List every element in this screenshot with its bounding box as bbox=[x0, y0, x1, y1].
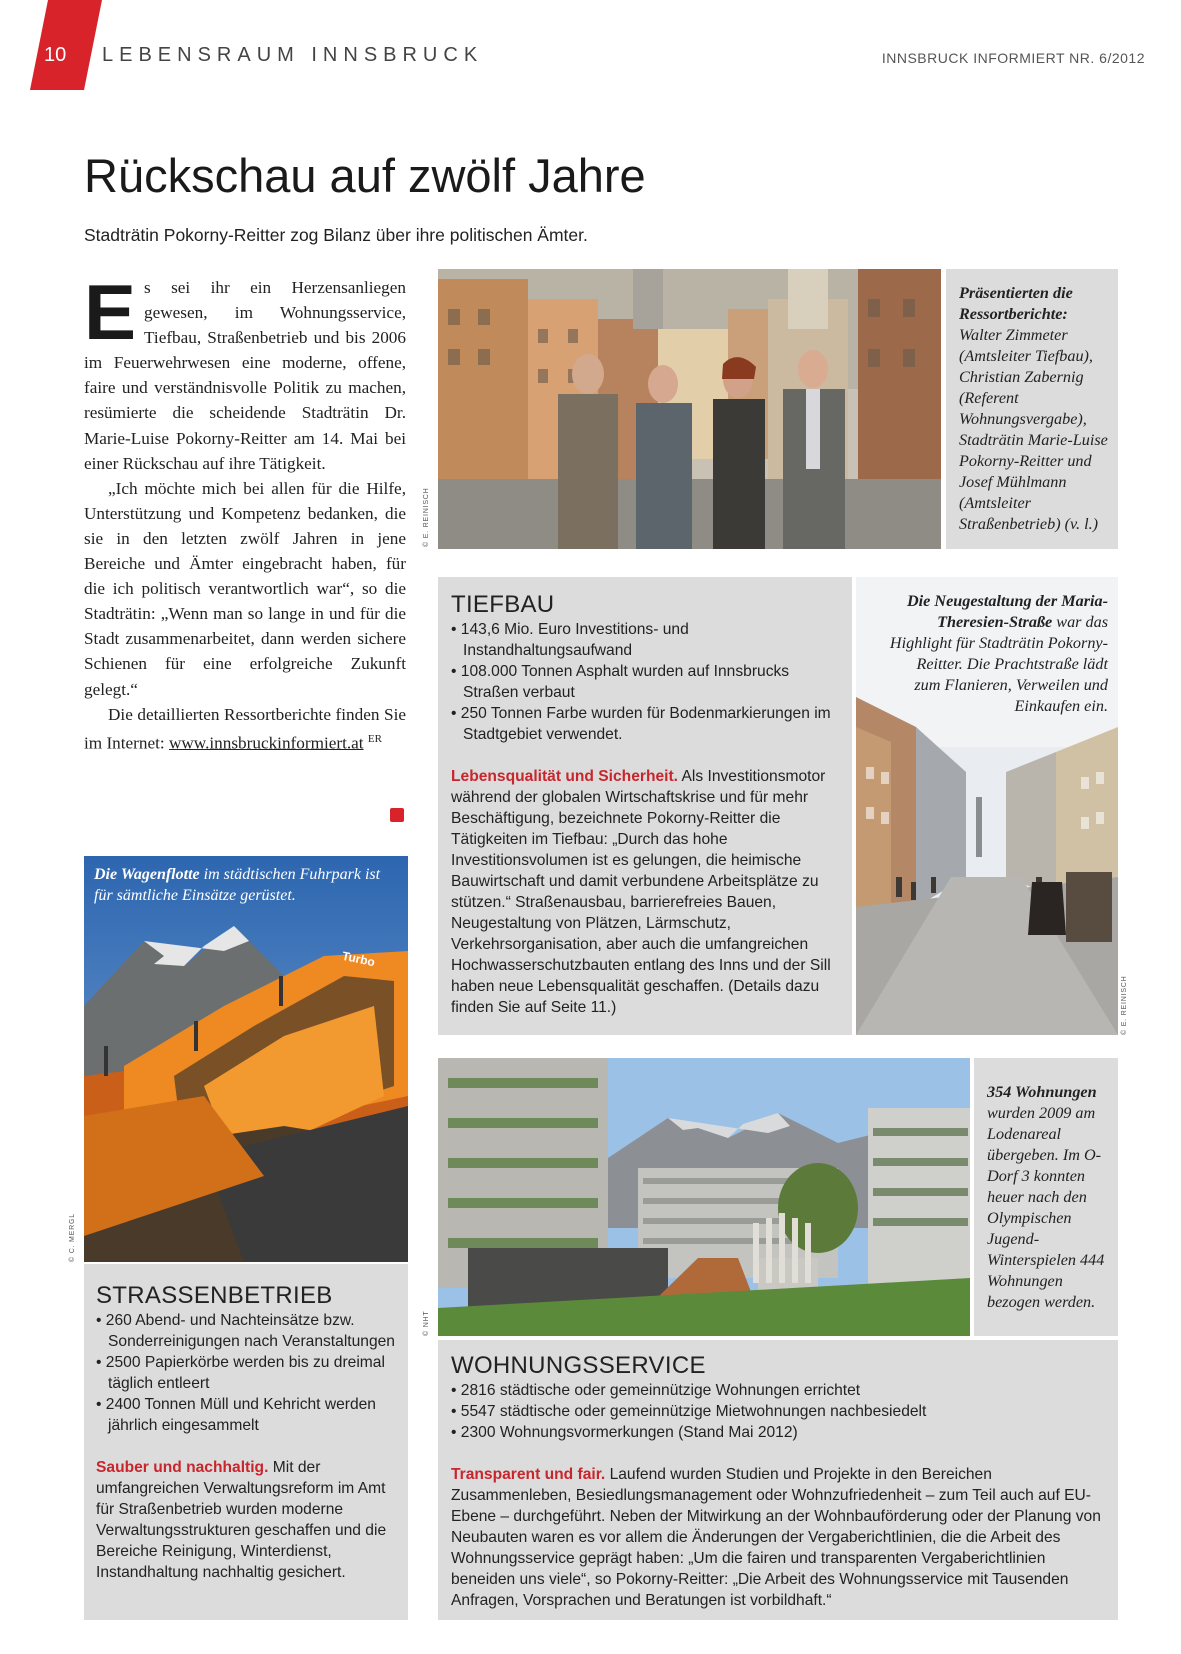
fleet-photo-caption: Die Wagenflotte im städtischen Fuhrpark ist für sämtliche Einsätze gerüstet. bbox=[94, 866, 381, 904]
list-item: • 2500 Papierkörbe werden bis zu dreimal täglich entleert bbox=[96, 1352, 396, 1394]
issue-label: INNSBRUCK INFORMIERT NR. 6/2012 bbox=[881, 50, 1145, 66]
wohnungsservice-bullets bbox=[451, 1380, 1104, 1443]
wohnungsservice-text: Transparent und fair. Laufend wurden Studien und Projekte in den Bereichen Zusammenleben, Besiedlungsmanagement oder Wohnzufriedenheit – zum Teil auch auf EU-Ebene – durchgeführt. Neben der Mitwirkung an der Wohnbauförderung oder der Planung von Neubauten waren es vor allem die Änderungen der Vergaberichtlinien, die die Arbeit des Wohnungsservice geprägt haben: „Um die fairen und transparenten Vergaberichtlinien beneiden uns viele“, so Pokorny-Reitter: „Die Arbeit des Wohnungsservice mit Tausenden Anfragen, Vorsprachen und Beratungen ist vorbildhaft.“ bbox=[451, 1466, 1101, 1609]
strassenbetrieb-bullets bbox=[96, 1310, 396, 1436]
paragraph-1: Es sei ihr ein Herzensanliegen gewesen, im Wohnungsservice, Tiefbau, Straßenbetrieb und bis 2006 im Feuerwehrwesen eine moderne, offene, faire und verständnisvolle Politik zu machen, resümierte die scheidende Stadträtin Dr. Marie-Luise Pokorny-Reitter am 14. Mai bei einer Rückschau auf ihre Tätigkeit. bbox=[84, 268, 406, 473]
paragraph-3: Die detaillierten Ressortberichte finden Sie im Internet: www.innsbruckinformiert.at $^{ER}$ bbox=[84, 704, 406, 753]
housing-photo bbox=[438, 1058, 970, 1336]
wohnungsservice-title: WOHNUNGSSERVICE bbox=[451, 1352, 706, 1379]
street-photo-caption: Die Neugestaltung der Maria-Theresien-Straße war das Highlight für Stadträtin Pokorny-Reitter. Die Prachtstraße lädt zum Flanieren, Verweilen und Einkaufen ein. bbox=[889, 592, 1108, 715]
list-item: • 2816 städtische oder gemeinnützige Wohnungen errichtet bbox=[451, 1380, 1104, 1401]
group-photo-caption-box bbox=[946, 269, 1118, 549]
page-number: 10 bbox=[44, 44, 67, 66]
tiefbau-title: TIEFBAU bbox=[451, 591, 555, 618]
wohnungsservice-box bbox=[438, 1340, 1118, 1620]
vehicle-lettering: Turbo bbox=[340, 948, 377, 970]
paragraph-2: „Ich möchte mich bei allen für die Hilfe, Unterstützung und Kompetenz bedanken, die sie in den letzten zwölf Jahren in jene Bereiche und Ämter eingebracht haben, für die ich politisch verantwortlich war“, so die Stadträtin: „Wenn man so lange in und für die Stadt zusammenarbeitet, dann werden sichere Schienen für eine erfolgreiche Zukunft gelegt.“ bbox=[84, 478, 406, 699]
list-item: • 108.000 Tonnen Asphalt wurden auf Innsbrucks Straßen verbaut bbox=[451, 661, 840, 703]
end-mark bbox=[390, 808, 404, 822]
strassenbetrieb-title: STRASSENBETRIEB bbox=[96, 1282, 333, 1309]
photo-credit: © E. REINISCH bbox=[1121, 975, 1128, 1035]
housing-caption-box bbox=[974, 1058, 1118, 1336]
article-title: Rückschau auf zwölf Jahre bbox=[84, 149, 646, 202]
list-item: • 250 Tonnen Farbe wurden für Bodenmarkierungen im Stadtgebiet verwendet. bbox=[451, 703, 840, 745]
wohnungsservice-lead: Transparent und fair. bbox=[451, 1466, 606, 1483]
drop-cap: E bbox=[84, 268, 137, 356]
tiefbau-text: Lebensqualität und Sicherheit. Als Investitionsmotor während der globalen Wirtschaftskrise und für mehr Beschäftigung, bezeichnete Pokorny-Reitter die Tätigkeiten im Tiefbau: „Durch das hohe Investitionsvolumen ist es gelungen, die heimische Bauwirtschaft und damit verbundene Arbeitsplätze zu stützen.“ Straßenausbau, barrierefreies Bauen, Neugestaltung von Plätzen, Lärmschutz, Verkehrsorganisation, aber auch die umfangreichen Hochwasserschutzbauten entlang des Inns und der Sill haben neue Lebensqualität geschaffen. (Details dazu finden Sie auf Seite 11.) bbox=[451, 768, 831, 1016]
fleet-photo bbox=[84, 856, 408, 1262]
author-signature: ER bbox=[367, 732, 382, 745]
strassenbetrieb-text: Sauber und nachhaltig. Mit der umfangreichen Verwaltungsreform im Amt für Straßenbetrieb wurden moderne Verwaltungsstrukturen geschaffen und die Bereiche Reinigung, Winterdienst, Instandhaltung nachhaltig gesichert. bbox=[96, 1459, 387, 1581]
photo-credit: © E. REINISCH bbox=[423, 487, 430, 547]
street-photo bbox=[856, 577, 1118, 1035]
tiefbau-box bbox=[438, 577, 852, 1035]
group-photo-caption: Präsentierten die Ressortberichte: Walter Zimmeter (Amtsleiter Tiefbau), Christian Zabernig (Referent Wohnungsvergabe), Stadträtin Marie-Luise Pokorny-Reitter und Josef Mühlmann (Amtsleiter Straßenbetrieb) (v. l.) bbox=[959, 284, 1108, 533]
section-title: LEBENSRAUM INNSBRUCK bbox=[102, 44, 484, 66]
photo-credit: © NHT bbox=[423, 1310, 430, 1336]
article-body bbox=[84, 268, 406, 756]
article-subtitle: Stadträtin Pokorny-Reitter zog Bilanz über ihre politischen Ämter. bbox=[84, 225, 588, 245]
list-item: • 5547 städtische oder gemeinnützige Mietwohnungen nachbesiedelt bbox=[451, 1401, 1104, 1422]
list-item: • 143,6 Mio. Euro Investitions- und Instandhaltungsaufwand bbox=[451, 619, 840, 661]
list-item: • 2400 Tonnen Müll und Kehricht werden jährlich eingesammelt bbox=[96, 1394, 396, 1436]
tiefbau-bullets bbox=[451, 619, 840, 745]
housing-caption: 354 Wohnungen wurden 2009 am Lodenareal übergeben. Im O-Dorf 3 konnten heuer nach den Olympischen Jugend-Winterspielen 444 Wohnungen bezogen werden. bbox=[987, 1083, 1105, 1311]
website-link[interactable]: www.innsbruckinformiert.at bbox=[168, 733, 364, 753]
tiefbau-lead: Lebensqualität und Sicherheit. bbox=[451, 768, 679, 785]
photo-credit: © C. MERGL bbox=[69, 1213, 76, 1262]
strassenbetrieb-lead: Sauber und nachhaltig. bbox=[96, 1459, 269, 1476]
list-item: • 260 Abend- und Nachteinsätze bzw. Sonderreinigungen nach Veranstaltungen bbox=[96, 1310, 396, 1352]
list-item: • 2300 Wohnungsvormerkungen (Stand Mai 2012) bbox=[451, 1422, 1104, 1443]
strassenbetrieb-box bbox=[84, 1264, 408, 1620]
group-photo bbox=[438, 269, 941, 549]
